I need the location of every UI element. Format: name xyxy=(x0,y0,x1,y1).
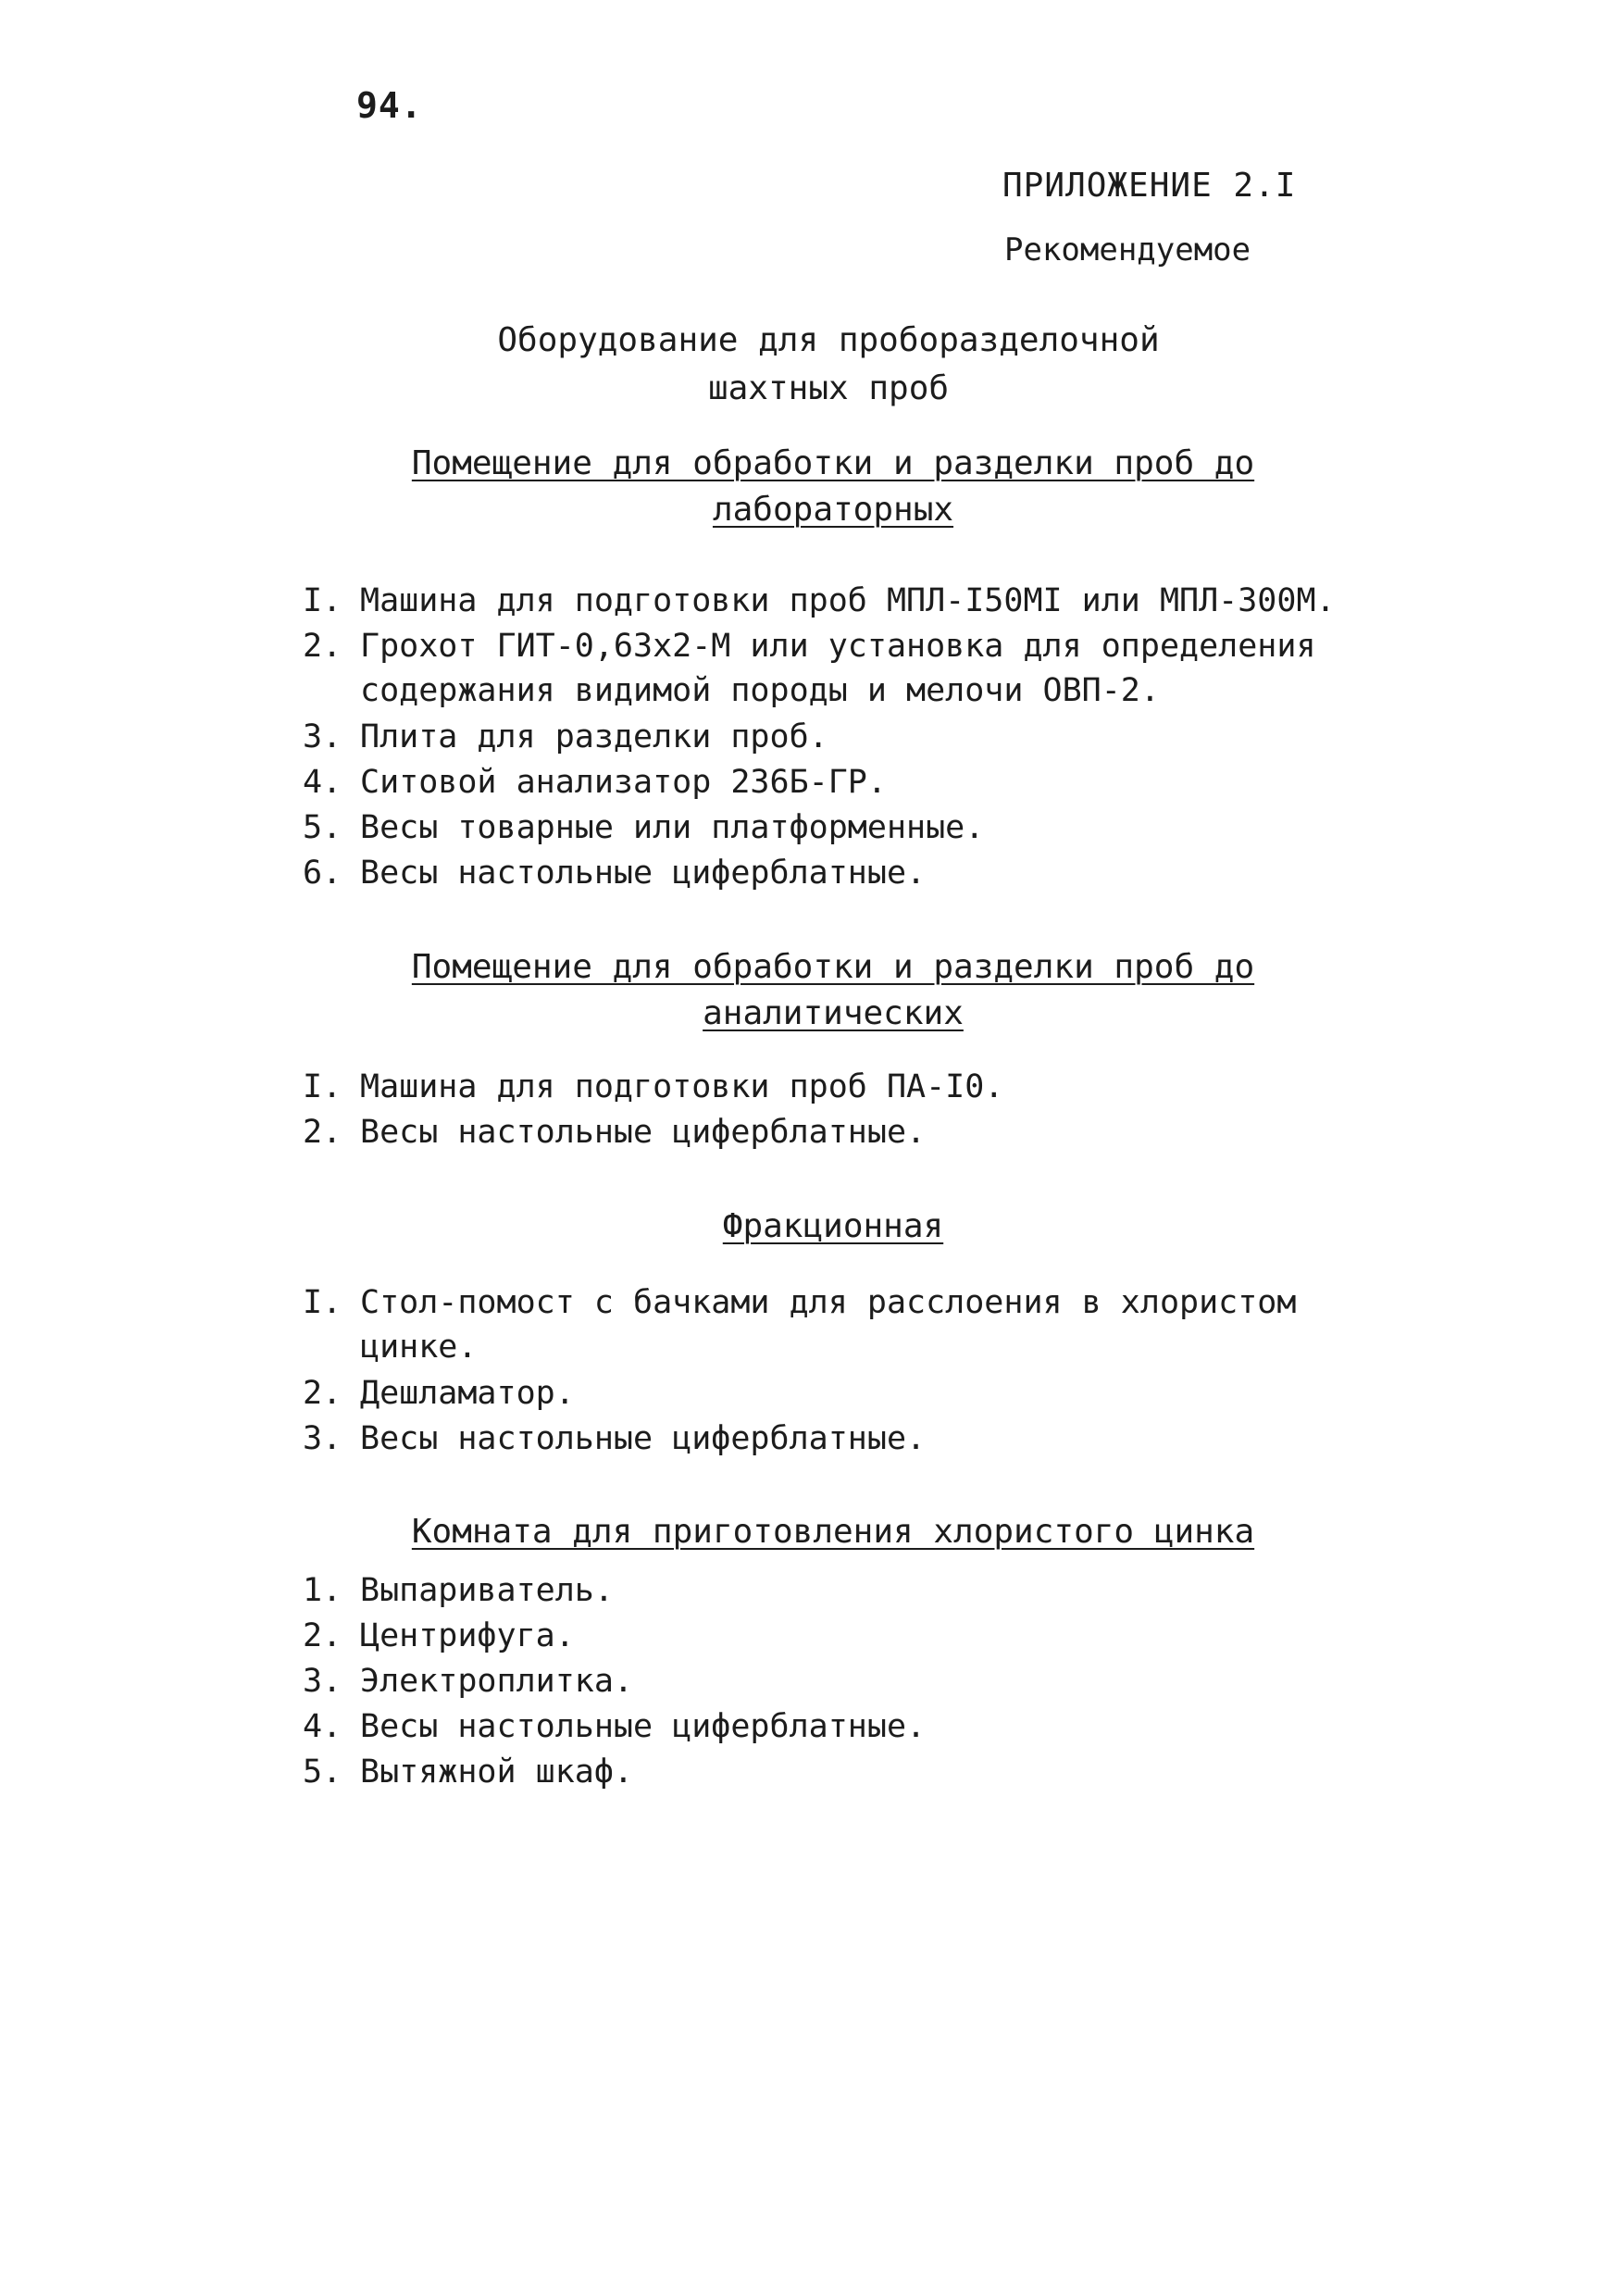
list-item-number: 2. xyxy=(303,1375,342,1412)
list-item-number: 4. xyxy=(303,1708,342,1745)
list-item-text: Дешламатор. xyxy=(360,1375,575,1412)
list-item-number: 5. xyxy=(303,1753,342,1791)
list-item-text: Весы настольные циферблатные. xyxy=(360,855,927,892)
list-item xyxy=(303,1704,926,1749)
list-item-text: Электроплитка. xyxy=(360,1663,634,1700)
list-item-text: Центрифуга. xyxy=(360,1617,575,1654)
section-heading-fractional xyxy=(352,1204,1314,1250)
list-item-number: 2. xyxy=(303,628,342,665)
list-item-text: Весы настольные циферблатные. xyxy=(360,1420,927,1457)
list-item xyxy=(303,1416,926,1461)
section-heading-line-1: Комната для приготовления хлористого цинка xyxy=(411,1513,1255,1551)
list-item xyxy=(303,851,926,895)
list-item-text: Выпариватель. xyxy=(360,1572,614,1609)
list-item-text: Стол-помост с бачками для расслоения в хлористом xyxy=(360,1284,1297,1321)
list-item xyxy=(303,1614,575,1658)
list-item-number: 3. xyxy=(303,1663,342,1700)
list-item-number: 2. xyxy=(303,1617,342,1654)
section-heading-zinc-chloride-room xyxy=(352,1509,1314,1555)
list-item-number: I. xyxy=(303,582,342,619)
list-item xyxy=(303,624,1316,713)
list-item xyxy=(303,1065,1003,1109)
list-item-number: I. xyxy=(303,1068,342,1105)
list-item-text: Весы товарные или платформенные. xyxy=(360,809,985,846)
list-item xyxy=(303,579,1336,623)
appendix-status: Рекомендуемое xyxy=(1004,231,1251,268)
document-title-line-2: шахтных проб xyxy=(707,369,950,407)
section-heading-line-2: лабораторных xyxy=(712,491,954,529)
list-item xyxy=(303,1750,633,1794)
document-title xyxy=(352,317,1305,413)
section-heading-line-1: Помещение для обработки и разделки проб до xyxy=(411,444,1255,482)
list-item xyxy=(303,760,887,805)
list-item-number: 2. xyxy=(303,1114,342,1151)
list-item-text: Машина для подготовки проб ПА-I0. xyxy=(360,1068,1004,1105)
list-item-continuation: содержания видимой породы и мелочи ОВП-2. xyxy=(360,672,1160,709)
list-item xyxy=(303,805,984,850)
list-item xyxy=(303,715,828,759)
list-item-number: 6. xyxy=(303,855,342,892)
list-item xyxy=(303,1280,1296,1369)
page-number: 94. xyxy=(356,85,423,126)
section-heading-line-1: Фракционная xyxy=(722,1207,944,1245)
list-item-number: 1. xyxy=(303,1572,342,1609)
list-item-continuation: цинке. xyxy=(360,1329,478,1366)
list-item-text: Ситовой анализатор 236Б-ГР. xyxy=(360,764,887,801)
list-item xyxy=(303,1110,926,1154)
list-item xyxy=(303,1568,614,1613)
list-item-number: 3. xyxy=(303,1420,342,1457)
section-heading-laboratory xyxy=(352,441,1314,533)
list-item-number: 4. xyxy=(303,764,342,801)
appendix-label: ПРИЛОЖЕНИЕ 2.I xyxy=(1002,167,1297,205)
list-item-number: I. xyxy=(303,1284,342,1321)
list-item-number: 5. xyxy=(303,809,342,846)
list-item-text: Вытяжной шкаф. xyxy=(360,1753,634,1791)
list-item-text: Плита для разделки проб. xyxy=(360,718,828,755)
list-item xyxy=(303,1659,633,1703)
list-item xyxy=(303,1371,575,1416)
section-heading-analytical xyxy=(352,944,1314,1037)
list-item-number: 3. xyxy=(303,718,342,755)
list-item-text: Машина для подготовки проб МПЛ-I50МI или МПЛ-300М. xyxy=(360,582,1336,619)
section-heading-line-1: Помещение для обработки и разделки проб до xyxy=(411,948,1255,986)
section-heading-line-2: аналитических xyxy=(703,994,964,1032)
list-item-text: Весы настольные циферблатные. xyxy=(360,1708,927,1745)
list-item-text: Грохот ГИТ-0,63х2-М или установка для определения xyxy=(360,628,1316,665)
document-title-line-1: Оборудование для пробоpазделочной xyxy=(497,321,1160,359)
list-item-text: Весы настольные циферблатные. xyxy=(360,1114,927,1151)
